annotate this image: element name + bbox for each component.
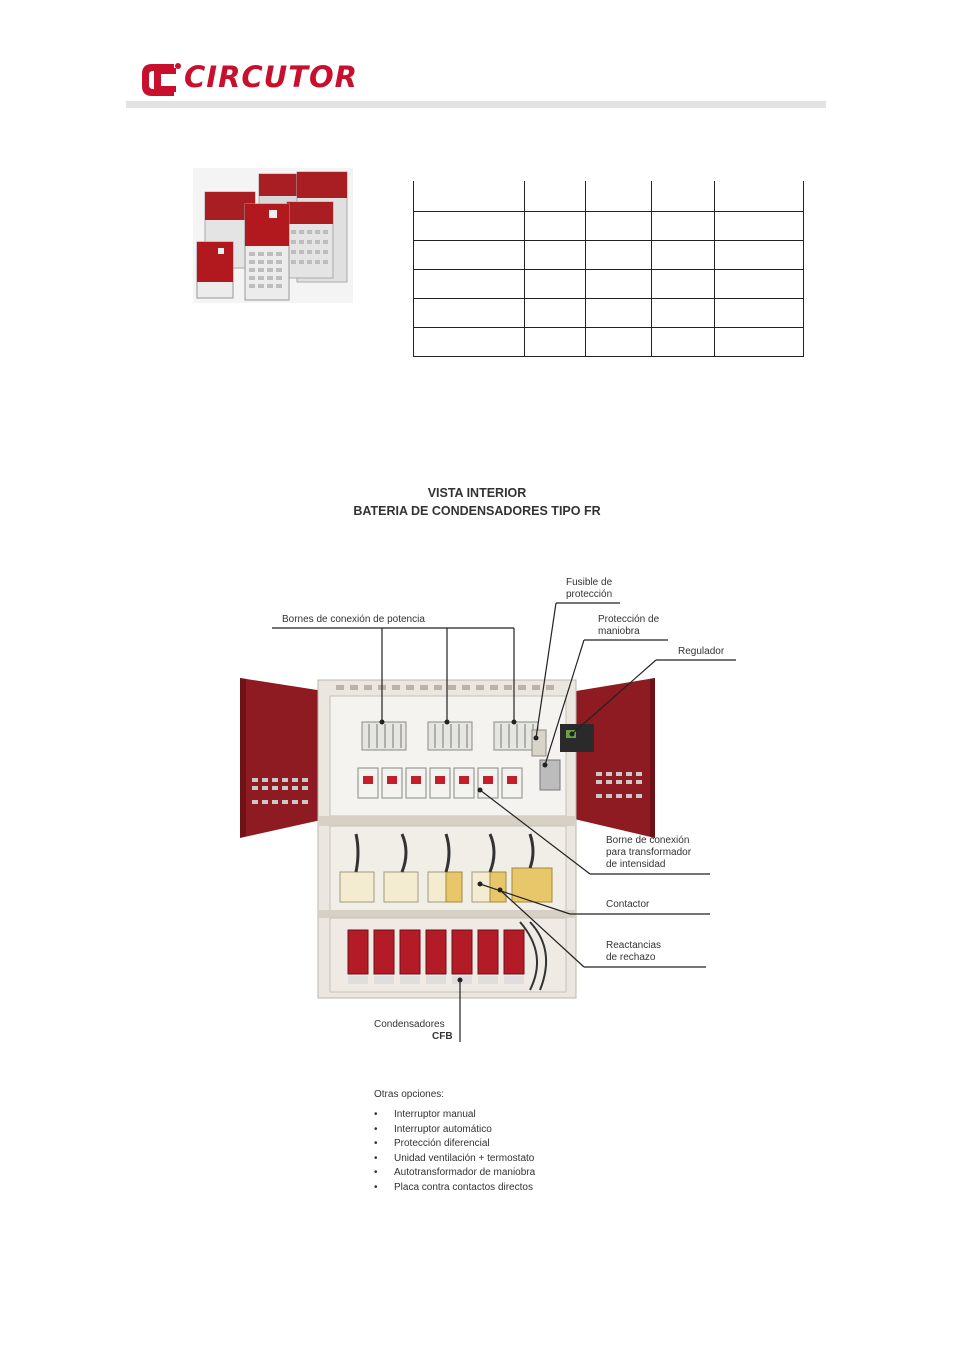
list-item: • Autotransformador de maniobra bbox=[374, 1167, 536, 1178]
label-reactancias-line-1: Reactancias bbox=[606, 940, 662, 951]
label-condensadores-line-2: CFB bbox=[432, 1031, 453, 1042]
label-bornes-potencia: Bornes de conexión de potencia bbox=[282, 614, 425, 625]
list-item: • Unidad ventilación + termostato bbox=[374, 1152, 535, 1164]
label-proteccion-line-2: maniobra bbox=[598, 626, 640, 637]
label-fusible-line-1: Fusible de bbox=[566, 577, 613, 588]
list-item: • Protección diferencial bbox=[374, 1138, 490, 1149]
figure-title-line-1: VISTA INTERIOR bbox=[427, 486, 527, 500]
list-item: • Interruptor automático bbox=[374, 1123, 492, 1135]
label-borne-trafo-line-1: Borne de conexión bbox=[606, 835, 690, 846]
label-reactancias-line-2: de rechazo bbox=[606, 952, 656, 963]
label-contactor: Contactor bbox=[606, 899, 650, 910]
figure-title-line-2: BATERIA DE CONDENSADORES TIPO FR bbox=[353, 504, 601, 518]
list-item: • Placa contra contactos directos bbox=[374, 1181, 533, 1193]
list-item: • Interruptor manual bbox=[374, 1109, 476, 1120]
label-borne-trafo-line-3: de intensidad bbox=[606, 859, 666, 870]
label-regulador: Regulador bbox=[678, 646, 725, 657]
label-borne-trafo-line-2: para transformador bbox=[606, 847, 692, 858]
options-heading: Otras opciones: bbox=[374, 1089, 445, 1100]
label-condensadores-line-1: Condensadores bbox=[374, 1019, 445, 1030]
label-fusible-line-2: protección bbox=[566, 589, 613, 600]
brand-name: CIRCUTOR bbox=[184, 60, 358, 94]
label-proteccion-line-1: Protección de bbox=[598, 614, 660, 625]
